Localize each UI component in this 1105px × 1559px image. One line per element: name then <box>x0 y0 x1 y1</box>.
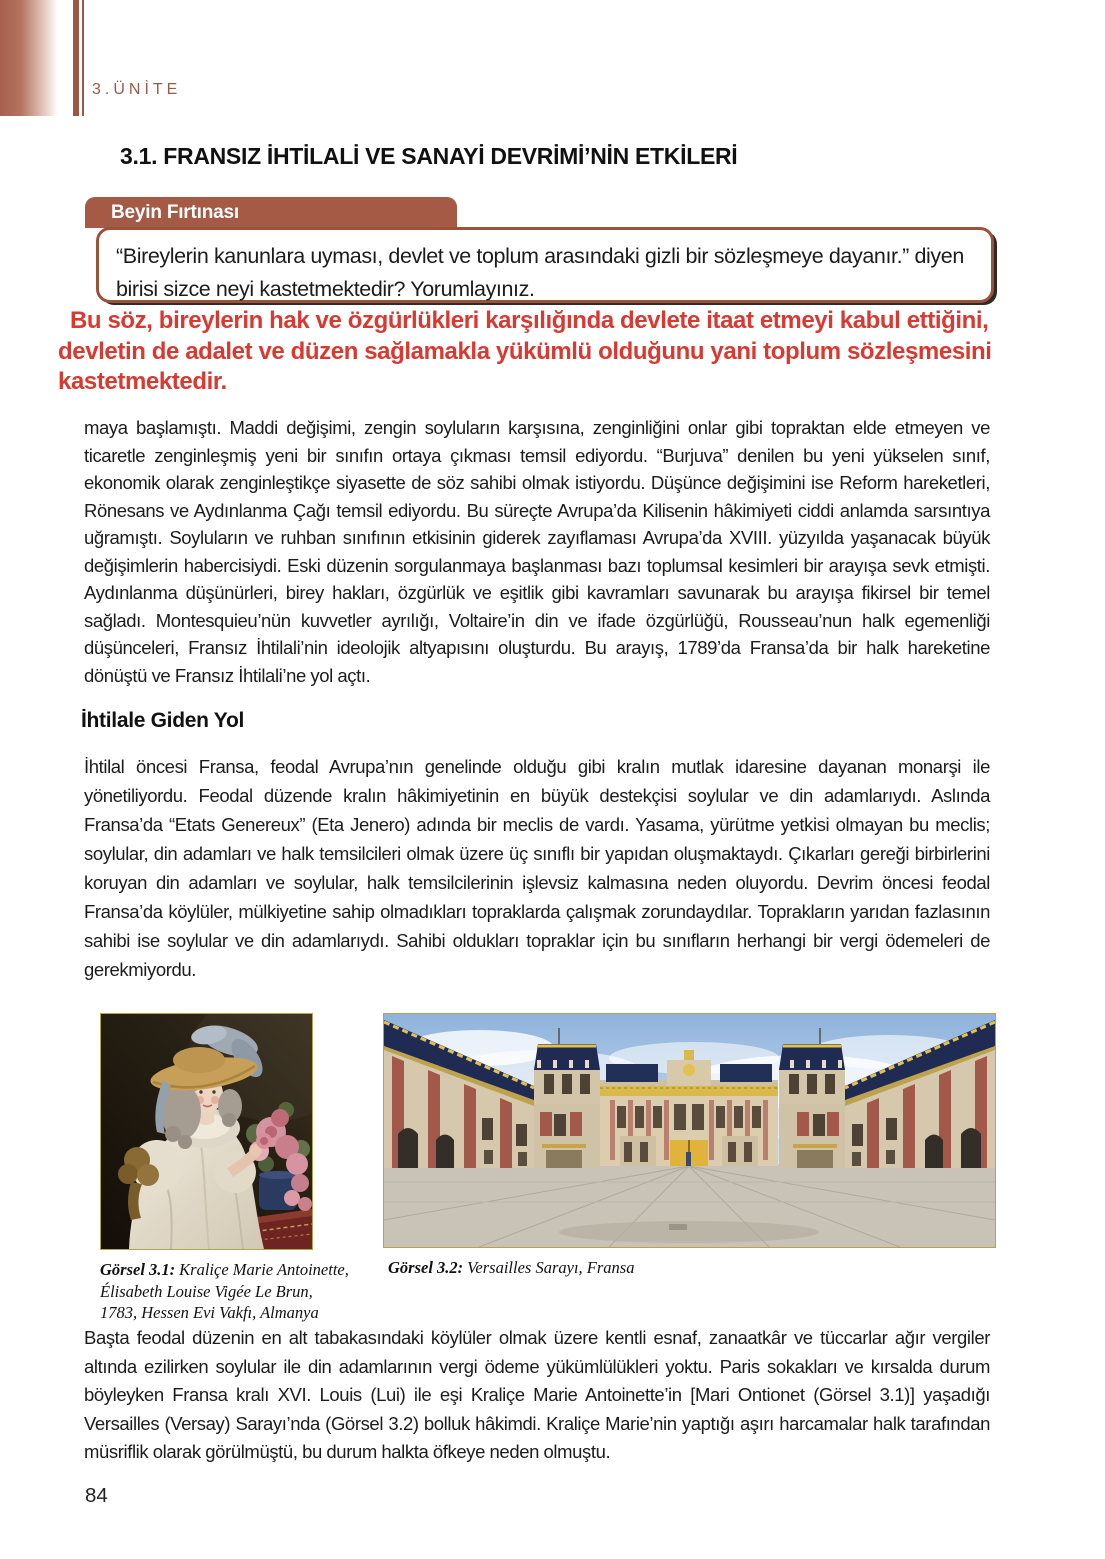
figure-caption-2 <box>388 1257 1001 1279</box>
figure-versailles <box>383 1013 996 1279</box>
decorative-vertical-line-thick <box>73 0 79 116</box>
section-title: 3.1. FRANSIZ İHTİLALİ VE SANAYİ DEVRİMİ’NİN ETKİLERİ <box>120 143 738 169</box>
paragraph-3: Başta feodal düzenin en alt tabakasındaki köylüler olmak üzere kentli esnaf, zanaatkâr ve tüccarlar ağır vergiler altında ezilirken soylular ile din adamlarının vergi ödeme yükümlülükleri yoktu. Paris sokakları ve kırsalda durum böyleyken Fransa kralı XVI. Louis (Lui) ile eşi Kraliçe Marie Antoinette’in [Mari Ontionet (Görsel 3.1)] yaşadığı Versailles (Versay) Sarayı’nda (Görsel 3.2) bolluk hâkimdi. Kraliçe Marie’nin yaptığı aşırı harcamalar halk tarafından müsriflik olarak görülmüştü, bu durum halkta öfkeye neden olmuştu. <box>84 1327 990 1462</box>
brainstorm-header-tab: Beyin Fırtınası <box>85 197 457 228</box>
unit-label: 3.ÜNİTE <box>92 81 182 98</box>
figure-marie-antoinette <box>100 1013 349 1324</box>
subsection-heading: İhtilale Giden Yol <box>81 709 245 732</box>
brainstorm-question-box: “Bireylerin kanunlara uyması, devlet ve toplum arasındaki gizli bir sözleşmeye dayanır.” diyen birisi sizce neyi kastetmektedir? Yorumlayınız. <box>96 227 994 303</box>
unit-corner-gradient <box>0 0 58 116</box>
marie-antoinette-portrait-image <box>100 1013 313 1250</box>
figure-caption-text-2: Versailles Sarayı, Fransa <box>467 1258 635 1277</box>
portrait-painting-graphic <box>101 1014 312 1249</box>
paragraph-1: maya başlamıştı. Maddi değişimi, zengin soyluların karşısına, zenginliğini onlar gibi topraktan elde etmeyen ve ticaretle zenginleşmiş yeni bir sınıfın ortaya çıkması temsil ediyordu. “Burjuva” denilen bu yeni yükselen sınıf, ekonomik olarak zenginleştikçe siyasette de söz sahibi olmak istiyordu. Düşünce değişimini ise Reform hareketleri, Rönesans ve Aydınlanma Çağı temsil ediyordu. Bu süreçte Avrupa’da Kilisenin hâkimiyeti ciddi anlamda sarsıntıya uğramıştı. Soyluların ve ruhban sınıfının etkisinin giderek zayıflaması Avrupa’da XVIII. yüzyılda yaşanacak büyük değişimlerin habercisiydi. Eski düzenin sorgulanmaya başlanması bazı toplumsal kesimleri bir arayışa sevk etmişti. Aydınlanma düşünürleri, birey hakları, özgürlük ve eşitlik gibi kavramları savunarak bu arayışa fikirsel bir temel sağladı. Montesquieu’nün kuvvetler ayrılığı, Voltaire’in din ve ifade özgürlüğü, Rousseau’nun halk egemenliği düşünceleri, Fransız İhtilali’nin ideolojik altyapısını oluşturdu. Bu arayış, 1789’da Fransa’da bir halk hareketine dönüştü ve Fransız İhtilali’ne yol açtı. <box>84 417 990 686</box>
versailles-palace-image <box>383 1013 996 1248</box>
figure-caption-1 <box>100 1259 352 1324</box>
versailles-photo-graphic <box>384 1014 995 1247</box>
figure-label-2: Görsel 3.2: <box>388 1258 464 1277</box>
figure-label-1: Görsel 3.1: <box>100 1260 176 1279</box>
page-number: 84 <box>85 1484 108 1507</box>
figure-caption-text-1: Kraliçe Marie Antoinette, Élisabeth Louise Vigée Le Brun, 1783, Hessen Evi Vakfı, Almanya <box>100 1260 349 1322</box>
paragraph-2: İhtilal öncesi Fransa, feodal Avrupa’nın genelinde olduğu gibi kralın mutlak idaresine dayanan monarşi ile yönetiliyordu. Feodal düzende kralın hâkimiyetinin en büyük destekçisi soylular ve din adamlarıydı. Aslında Fransa’da “Etats Genereux” (Eta Jenero) adında bir meclis de vardı. Yasama, yürütme yetkisi olmayan bu meclis; soylular, din adamları ve halk temsilcileri olmak üzere üç sınıflı bir yapıdan oluşmaktaydı. Çıkarları gereği birbirlerini koruyan din adamları ve soylular, halk temsilcilerinin işlevsiz kalmasına neden oluyordu. Devrim öncesi feodal Fransa’da köylüler, mülkiyetine sahip olmadıkları topraklarda çalışmak zorundaydılar. Toprakların yarıdan fazlasının sahibi ise soylular ve din adamlarıydı. Sahibi oldukları topraklar için bu sınıfların herhangi bir vergi ödemeleri de gerekmiyordu. <box>84 756 990 980</box>
decorative-vertical-line-thin <box>82 0 84 116</box>
student-answer-text: Bu söz, bireylerin hak ve özgürlükleri karşılığında devlete itaat etmeyi kabul ettiğini, devletin de adalet ve düzen sağlamakla yükümlü olduğunu yani toplum sözleşmesini kastetmektedir. <box>58 307 992 395</box>
